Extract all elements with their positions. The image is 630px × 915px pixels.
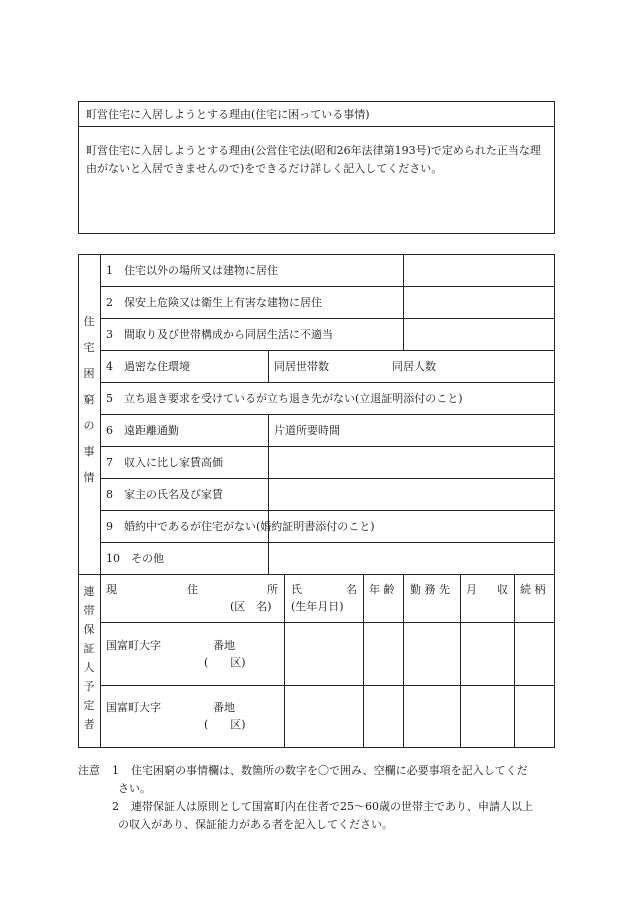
row-line: [100, 286, 555, 287]
side-label-char: 宅: [83, 341, 95, 354]
header-name-char-2: 名: [346, 583, 357, 596]
reason-heading: 町営住宅に入居しようとする理由(住宅に困っている事情): [79, 102, 554, 127]
hardship-item-3: 3 間取り及び世帯構成から同居生活に不適当: [106, 328, 333, 341]
note-2-number: 2: [112, 800, 119, 813]
guarantor-row-line: [100, 685, 555, 686]
hardship-item-1: 1 住宅以外の場所又は建物に居住: [106, 264, 278, 277]
hardship-item-4: 4 過密な住環境: [106, 360, 190, 373]
rows-6-10-divider: [268, 414, 269, 574]
side-label-char: 困: [83, 367, 95, 380]
guarantor-col-line: [363, 574, 364, 748]
hardship-item-8: 8 家主の氏名及び家賃: [106, 488, 223, 501]
header-relationship: 続 柄: [520, 583, 546, 596]
row-line: [100, 350, 555, 351]
guarantor-2-banchi: 番地: [213, 701, 235, 714]
hardship-item-5: 5 立ち退き要求を受けているが立ち退き先がない(立退証明添付のこと): [106, 392, 463, 405]
guarantor-1-banchi: 番地: [213, 639, 235, 652]
hardship-item-2: 2 保安上危険又は衛生上有害な建物に居住: [106, 296, 322, 309]
side-label-char: 人: [83, 661, 95, 674]
household-count-label: 同居世帯数: [274, 360, 329, 373]
side-label-char: 窮: [83, 393, 95, 406]
hardship-item-6: 6 遠距離通勤: [106, 424, 179, 437]
row-line: [100, 478, 555, 479]
commute-time-label: 片道所要時間: [274, 424, 340, 437]
header-workplace: 勤 務 先: [410, 583, 450, 596]
header-address-char-2: 住: [187, 583, 198, 596]
side-label-char: 予: [83, 680, 95, 693]
row-line: [100, 446, 555, 447]
guarantor-col-line: [284, 574, 285, 748]
reason-instructions: 町営住宅に入居しようとする理由(公営住宅法(昭和26年法律第193号)で定められた正当な理由がないと入居できませんので)をできるだけ詳しく記入してください。: [86, 144, 541, 175]
row-line: [100, 542, 555, 543]
side-label-char: 住: [83, 315, 95, 328]
header-address-char-3: 所: [267, 583, 278, 596]
note-1-line-2: さい。: [118, 782, 151, 795]
side-label-char: 帯: [83, 604, 95, 617]
row-line: [100, 318, 555, 319]
guarantor-row-line: [100, 622, 555, 623]
row-line: [100, 414, 555, 415]
guarantor-col-line: [403, 574, 404, 748]
side-label-char: の: [83, 419, 95, 432]
reason-box: [78, 101, 555, 234]
side-label-char: 定: [83, 699, 95, 712]
rows-1-3-divider: [403, 254, 404, 350]
resident-count-label: 同居人数: [392, 360, 436, 373]
note-2-line-1: 連帯保証人は原則として国富町内在住者で25～60歳の世帯主であり、申請人以上: [131, 800, 533, 813]
guarantor-1-ward: ( 区): [204, 656, 246, 669]
guarantor-col-line: [514, 574, 515, 748]
hardship-side-label-text: [82, 316, 96, 498]
header-birthdate: (生年月日): [291, 600, 344, 613]
side-label-char: 事: [83, 445, 95, 458]
guarantor-2-ward: ( 区): [204, 718, 246, 731]
guarantor-2-town: 国富町大字: [106, 701, 161, 714]
header-income-char-2: 収: [497, 583, 508, 596]
header-income-char-1: 月: [466, 583, 477, 596]
guarantor-side-label-text: [82, 586, 96, 738]
row-line: [100, 382, 555, 383]
side-label-char: 者: [83, 718, 95, 731]
side-label-char: 保: [83, 623, 95, 636]
notes-label: 注意: [78, 764, 100, 777]
hardship-item-9: 9 婚約中であるが住宅がない(婚約証明書添付のこと): [106, 520, 375, 533]
row-line: [100, 510, 555, 511]
note-2-line-2: の収入があり、保証能力がある者を記入してください。: [118, 818, 393, 831]
header-name-char-1: 氏: [291, 583, 302, 596]
header-ward-name: (区 名): [230, 600, 272, 613]
guarantor-col-line: [460, 574, 461, 748]
side-label-char: 証: [83, 642, 95, 655]
row-4-divider: [268, 350, 269, 382]
hardship-item-10: 10 その他: [106, 552, 164, 565]
side-label-divider: [100, 254, 101, 748]
side-label-char: 連: [83, 585, 95, 598]
header-address-char-1: 現: [106, 583, 117, 596]
side-label-char: 情: [83, 471, 95, 484]
section-divider: [78, 574, 555, 575]
header-age: 年 齢: [369, 583, 395, 596]
guarantor-1-town: 国富町大字: [106, 639, 161, 652]
note-1-line-1: 住宅困窮の事情欄は、数箇所の数字を〇で囲み、空欄に必要事項を記入してくだ: [131, 764, 528, 777]
note-1-number: 1: [112, 764, 119, 777]
hardship-item-7: 7 収入に比し家賃高価: [106, 456, 223, 469]
